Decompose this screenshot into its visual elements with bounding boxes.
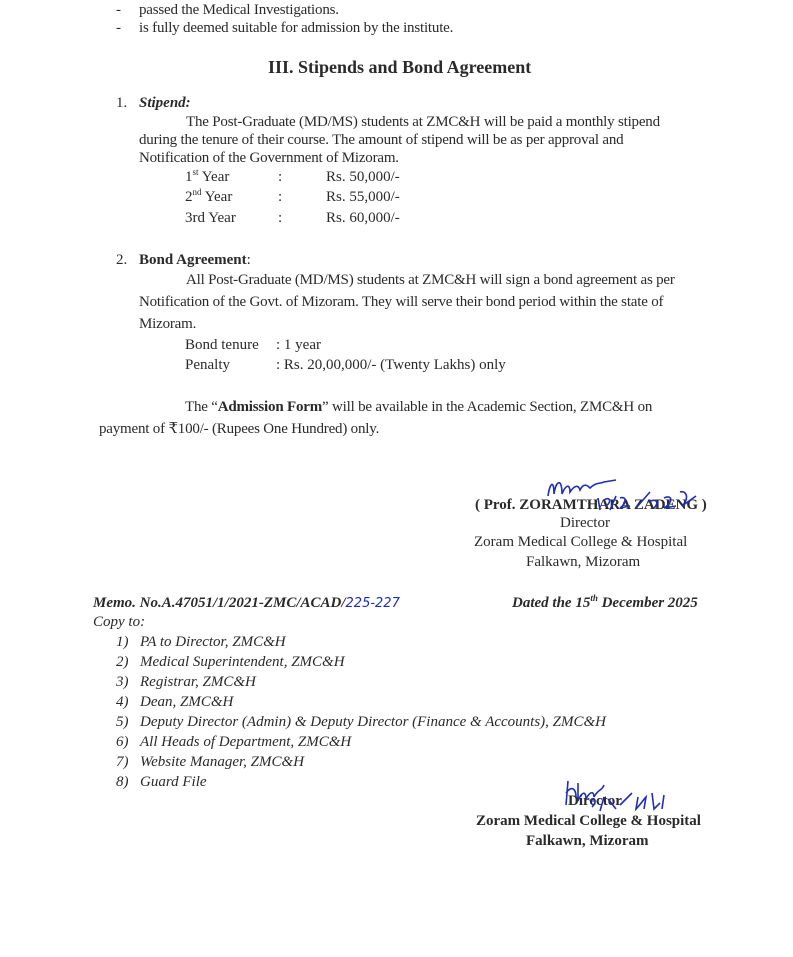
bullet-text: is fully deemed suitable for admission by the institute. — [139, 20, 454, 36]
signatory-title: Director — [560, 515, 610, 531]
footer-signatory-title: Director — [568, 793, 622, 809]
footer-handwritten-signature — [560, 775, 690, 815]
bullet-marker: - — [116, 2, 121, 18]
copy-recipient: 4) Dean, ZMC&H — [116, 694, 234, 710]
copy-recipient: 8) Guard File — [116, 774, 207, 790]
stipend-separator: : — [278, 169, 283, 185]
bond-tenure-label: Bond tenure — [185, 337, 259, 353]
footer-signatory-org: Zoram Medical College & Hospital — [476, 813, 701, 829]
memo-handwritten-number: 225-227 — [345, 596, 400, 611]
signatory-place: Falkawn, Mizoram — [526, 554, 641, 570]
penalty-value: : Rs. 20,00,000/- (Twenty Lakhs) only — [276, 357, 506, 373]
admission-line: The “Admission Form” will be available in the Academic Section, ZMC&H on — [185, 399, 653, 415]
copy-recipient: 5) Deputy Director (Admin) & Deputy Director (Finance & Accounts), ZMC&H — [116, 714, 607, 730]
signatory-org: Zoram Medical College & Hospital — [474, 534, 688, 550]
admission-line: payment of ₹100/- (Rupees One Hundred) only. — [99, 421, 380, 437]
memo-number: Memo. No.A.47051/1/2021-ZMC/ACAD/225-227 — [93, 595, 400, 611]
stipend-year: 1st Year — [185, 167, 230, 185]
signatory-name: ( Prof. ZORAMTHARA ZADENG ) — [475, 497, 707, 513]
stipend-amount: Rs. 50,000/- — [326, 169, 400, 185]
bond-paragraph-line: All Post-Graduate (MD/MS) students at ZMC&H will sign a bond agreement as per — [186, 272, 675, 288]
copy-recipient: 7) Website Manager, ZMC&H — [116, 754, 305, 770]
stipend-amount: Rs. 60,000/- — [326, 210, 400, 226]
bond-tenure-value: : 1 year — [276, 337, 321, 353]
bond-number: 2. — [116, 252, 128, 268]
stipend-paragraph-line: The Post-Graduate (MD/MS) students at ZMC&H will be paid a monthly stipend — [186, 114, 660, 130]
memo-date: Dated the 15th December 2025 — [512, 593, 698, 611]
copy-recipient: 2) Medical Superintendent, ZMC&H — [116, 654, 345, 670]
bullet-text: passed the Medical Investigations. — [139, 2, 339, 18]
stipend-separator: : — [278, 210, 283, 226]
copy-recipient: 3) Registrar, ZMC&H — [116, 674, 256, 690]
stipend-heading: Stipend: — [139, 95, 191, 111]
bullet-marker: - — [116, 20, 121, 36]
bond-paragraph-line: Notification of the Govt. of Mizoram. They will serve their bond period within the state of — [139, 294, 664, 310]
handwritten-signature — [540, 472, 710, 518]
stipend-number: 1. — [116, 95, 128, 111]
stipend-year: 3rd Year — [185, 210, 236, 226]
bond-heading: Bond Agreement: — [139, 252, 251, 268]
stipend-separator: : — [278, 189, 283, 205]
stipend-year: 2nd Year — [185, 187, 233, 205]
copy-to-label: Copy to: — [93, 614, 146, 630]
stipend-paragraph-line: during the tenure of their course. The amount of stipend will be as per approval and — [139, 132, 624, 148]
copy-recipient: 1) PA to Director, ZMC&H — [116, 634, 286, 650]
penalty-label: Penalty — [185, 357, 230, 373]
copy-recipient: 6) All Heads of Department, ZMC&H — [116, 734, 352, 750]
stipend-paragraph-line: Notification of the Government of Mizoram. — [139, 150, 399, 166]
section-title: III. Stipends and Bond Agreement — [268, 57, 532, 77]
stipend-amount: Rs. 55,000/- — [326, 189, 400, 205]
footer-signatory-place: Falkawn, Mizoram — [526, 833, 649, 849]
bond-paragraph-line: Mizoram. — [139, 316, 197, 332]
